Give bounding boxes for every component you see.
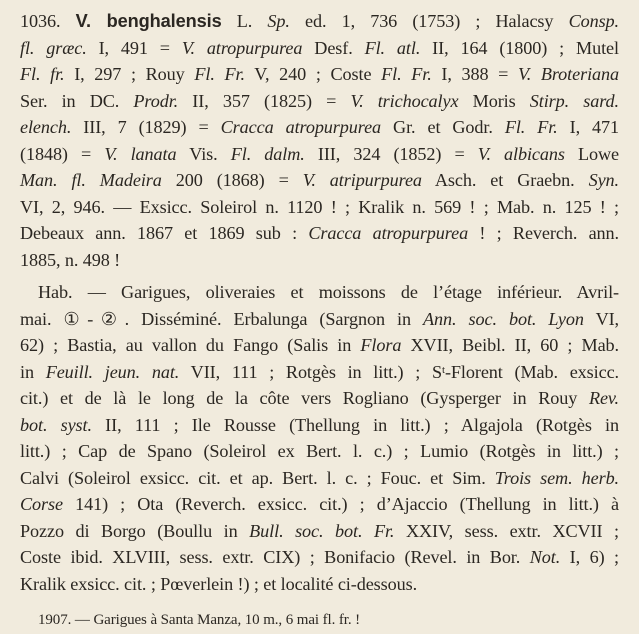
citation-italic: Rev. [588,388,619,408]
text-run: mai. ①-②. Disséminé. Erbalunga (Sargnon in [20,308,424,329]
citation-italic: Bull. soc. bot. Fr. [249,520,395,541]
citation-italic: Flora [360,335,402,355]
habitat-line [20,306,619,333]
habitat-line [20,279,619,306]
citation-italic: Stirp. sard. [529,90,619,111]
text-run: 1885, n. 498 ! [20,249,121,270]
text-run: Ser. in DC. [20,90,134,111]
text-run: VI, 2, 946. — Exsicc. Soleirol n. 1120 ! ; Kralik n. 569 ! ; Mab. n. 125 ! ; [20,196,619,217]
entry-line [20,61,619,88]
text-run: VII, 111 ; Rotgès in litt.) ; S [179,361,442,382]
citation-italic: Consp. [568,11,619,31]
entry-line [20,247,619,274]
citation-italic: bot. syst. [20,414,92,435]
text-run: -Florent (Mab. exsicc. [444,361,619,382]
entry-line [20,194,619,221]
entry-line [20,141,619,168]
species-entry [20,8,619,273]
citation-italic: Syn. [588,170,619,190]
text-run: III, 324 (1852) = [304,143,478,164]
entry-line [20,167,619,194]
text-run: V, 240 ; Coste [244,64,382,84]
habitat-line [20,571,619,598]
citation-italic: Cracca atropurpurea [220,117,382,137]
text-run: Gr. et Godr. [381,117,505,137]
citation-italic: Fl. Fr. [194,64,245,84]
text-run: (1848) = [20,143,105,164]
observation-note: 1907. — Garigues à Santa Manza, 10 m., 6 mai fl. fr. ! [38,612,361,628]
text-run: VI, [583,308,620,329]
text-run: 141) ; Ota (Reverch. exsicc. cit.) ; d’Ajaccio (Thellung in litt.) à [62,494,619,514]
text-run: Hab. — Garigues, oliveraies et moissons de l’étage inférieur. Avril- [38,282,619,302]
entry-line [20,220,619,247]
text-run: II, 357 (1825) = [178,90,351,111]
text-run: I, 388 = [431,64,519,84]
habitat-line [20,385,619,412]
citation-italic: V. Broteriana [518,64,620,84]
text-run: Moris [458,90,530,111]
text-run: Coste ibid. XLVIII, sess. extr. CIX) ; Bonifacio (Revel. in Bor. [20,547,530,567]
citation-italic: Man. fl. Madeira [20,170,162,190]
habitat-line [20,359,619,386]
text-run: L. [221,11,268,31]
citation-italic: Ann. soc. bot. Lyon [423,308,584,329]
text-run: Debeaux ann. 1867 et 1869 sub : [20,223,309,243]
citation-italic: Cracca atropurpurea [308,223,469,243]
habitat-section [20,279,619,597]
citation-italic: fl. græc. [20,37,87,58]
text-run: II, 164 (1800) ; Mutel [420,37,619,58]
citation-italic: Sp. [267,11,290,31]
habitat-line [20,332,619,359]
text-run: Lowe [564,143,620,164]
citation-italic: Fl. atl. [364,37,421,58]
text-run: Kralik exsicc. cit. ; Pœverlein !) ; et localité ci-dessous. [20,573,418,594]
citation-italic: Fl. dalm. [230,143,305,164]
text-run: XXIV, sess. extr. XCVII ; [394,520,619,541]
citation-italic: V. atropurpurea [181,37,303,58]
text-run: 1036. [20,11,76,31]
text-run: I, 471 [557,117,620,137]
text-run: litt.) ; Cap de Spano (Soleirol ex Bert. l. c.) ; Lumio (Rotgès in litt.) ; [20,441,619,461]
citation-italic: Feuill. jeun. nat. [45,361,180,382]
habitat-line [20,412,619,439]
text-run: Pozzo di Borgo (Boullu in [20,520,250,541]
habitat-line [20,438,619,465]
text-run: in [20,361,46,382]
citation-italic: Trois sem. herb. [494,467,620,488]
text-run: 200 (1868) = [161,170,303,190]
habitat-line [20,491,619,518]
citation-italic: Fl. Fr. [504,117,558,137]
text-run: III, 7 (1829) = [71,117,221,137]
text-run: Desf. [302,37,365,58]
entry-line [20,8,619,35]
citation-italic: V. lanata [104,143,177,164]
text-run: II, 111 ; Ile Rousse (Thellung in litt.) ; Algajola (Rotgès in [91,414,620,435]
species-name: V. benghalensis [75,11,222,31]
habitat-line [20,465,619,492]
citation-italic: Corse [20,494,63,514]
text-run: XVII, Beibl. II, 60 ; Mab. [401,335,619,355]
entry-line [20,88,619,115]
citation-italic: Not. [529,547,561,567]
text-run: I, 491 = [86,37,182,58]
text-run: Vis. [176,143,231,164]
text-run: Asch. et Graebn. [421,170,589,190]
habitat-line [20,544,619,571]
citation-italic: Fl. Fr. [381,64,432,84]
habitat-line [20,518,619,545]
text-run: I, 6) ; [560,547,619,567]
text-run: ! ; Reverch. ann. [468,223,619,243]
superscript: t [441,363,445,376]
citation-italic: V. atripurpurea [302,170,422,190]
text-run: I, 297 ; Rouy [64,64,195,84]
entry-line [20,114,619,141]
citation-italic: V. albicans [477,143,565,164]
citation-italic: V. trichocalyx [350,90,459,111]
entry-line [20,35,619,62]
citation-italic: elench. [20,117,72,137]
text-run: 62) ; Bastia, au vallon du Fango (Salis in [20,335,361,355]
spacer [20,597,619,607]
text-run: ed. 1, 736 (1753) ; Halacsy [289,11,569,31]
citation-italic: Prodr. [133,90,179,111]
citation-italic: Fl. fr. [20,64,65,84]
text-run: cit.) et de là le long de la côte vers Rogliano (Gysperger in Rouy [20,388,589,408]
text-run: Calvi (Soleirol exsicc. cit. et ap. Bert. l. c. ; Fouc. et Sim. [20,467,495,488]
